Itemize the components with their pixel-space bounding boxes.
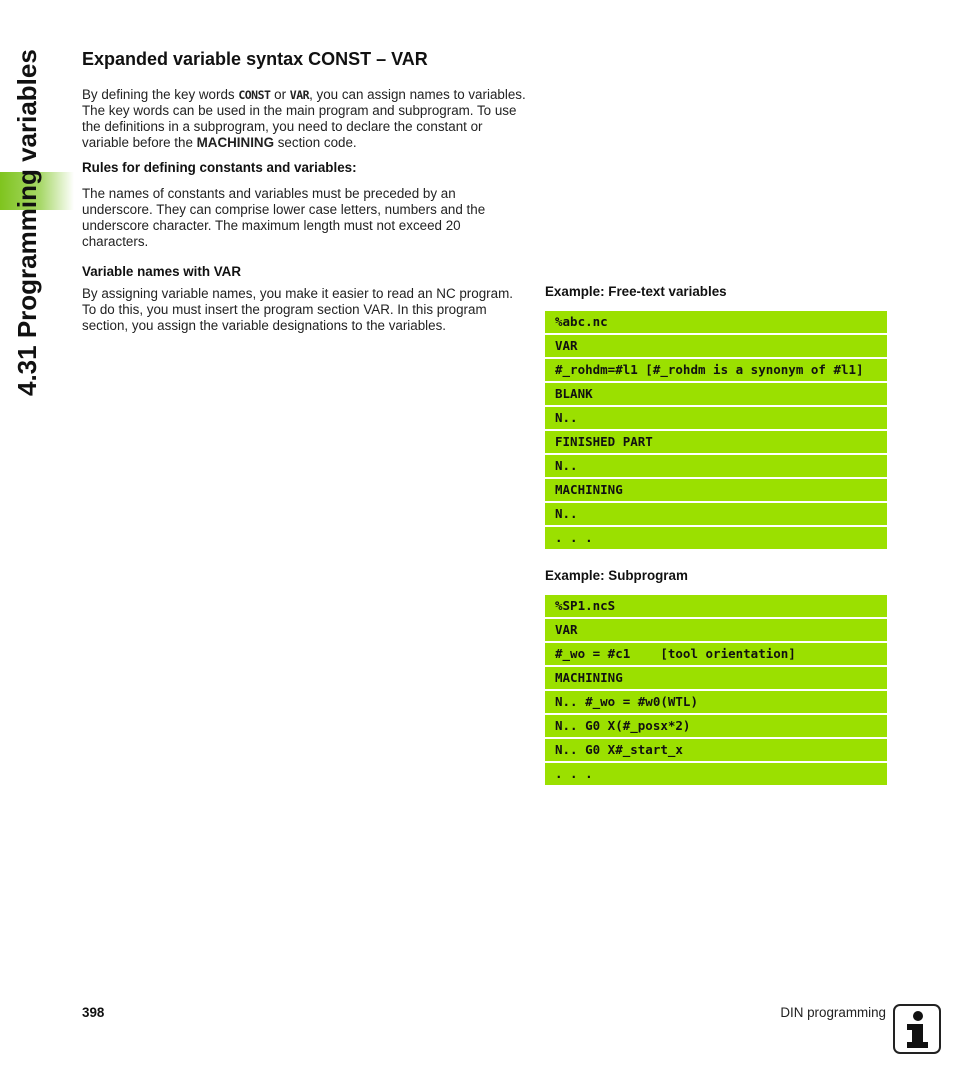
code-line: FINISHED PART xyxy=(545,431,887,453)
section-heading: Expanded variable syntax CONST – VAR xyxy=(82,49,428,69)
code-line: VAR xyxy=(545,619,887,641)
info-icon[interactable] xyxy=(893,1004,941,1054)
chapter-title: 4.31 Programming variables xyxy=(12,49,42,396)
var-paragraph: By assigning variable names, you make it easier to read an NC program. To do this, you must insert the program section VAR. In this program section, you assign the variable designations to the variables. xyxy=(82,286,513,333)
code-line: VAR xyxy=(545,335,887,357)
rules-heading: Rules for defining constants and variables: xyxy=(82,160,357,175)
keyword-machining: MACHINING xyxy=(196,135,275,150)
code-line: . . . xyxy=(545,763,887,785)
keyword-const: CONST xyxy=(238,88,271,102)
code-line: %SP1.ncS xyxy=(545,595,887,617)
footer-label: DIN programming xyxy=(780,1005,886,1020)
code-line: MACHINING xyxy=(545,667,887,689)
intro-paragraph: By defining the key words CONST or VAR, you can assign names to variables. The key words can be used in the main program and subprogram. To use the definitions in a subprogram, you need to declare the constant or variable before the MACHINING section code. xyxy=(82,87,526,150)
info-glyph xyxy=(895,1006,938,1051)
var-heading: Variable names with VAR xyxy=(82,264,242,279)
example2-title: Example: Subprogram xyxy=(545,568,688,583)
example1-code xyxy=(545,311,887,551)
code-line: N.. xyxy=(545,503,887,525)
code-line: N.. G0 X(#_posx*2) xyxy=(545,715,887,737)
code-line: N.. #_wo = #w0(WTL) xyxy=(545,691,887,713)
code-line: . . . xyxy=(545,527,887,549)
rules-paragraph: The names of constants and variables must be preceded by an underscore. They can comprise lower case letters, numbers and the underscore character. The maximum length must not exceed 20 characters. xyxy=(82,186,486,249)
code-line: #_wo = #c1 [tool orientation] xyxy=(545,643,887,665)
keyword-var: VAR xyxy=(289,88,310,102)
example1-title: Example: Free-text variables xyxy=(545,284,727,299)
code-line: MACHINING xyxy=(545,479,887,501)
code-line: BLANK xyxy=(545,383,887,405)
code-line: %abc.nc xyxy=(545,311,887,333)
code-line: N.. G0 X#_start_x xyxy=(545,739,887,761)
example2-code xyxy=(545,595,887,787)
code-line: #_rohdm=#l1 [#_rohdm is a synonym of #l1] xyxy=(545,359,887,381)
code-line: N.. xyxy=(545,407,887,429)
page-number: 398 xyxy=(82,1005,105,1020)
code-line: N.. xyxy=(545,455,887,477)
